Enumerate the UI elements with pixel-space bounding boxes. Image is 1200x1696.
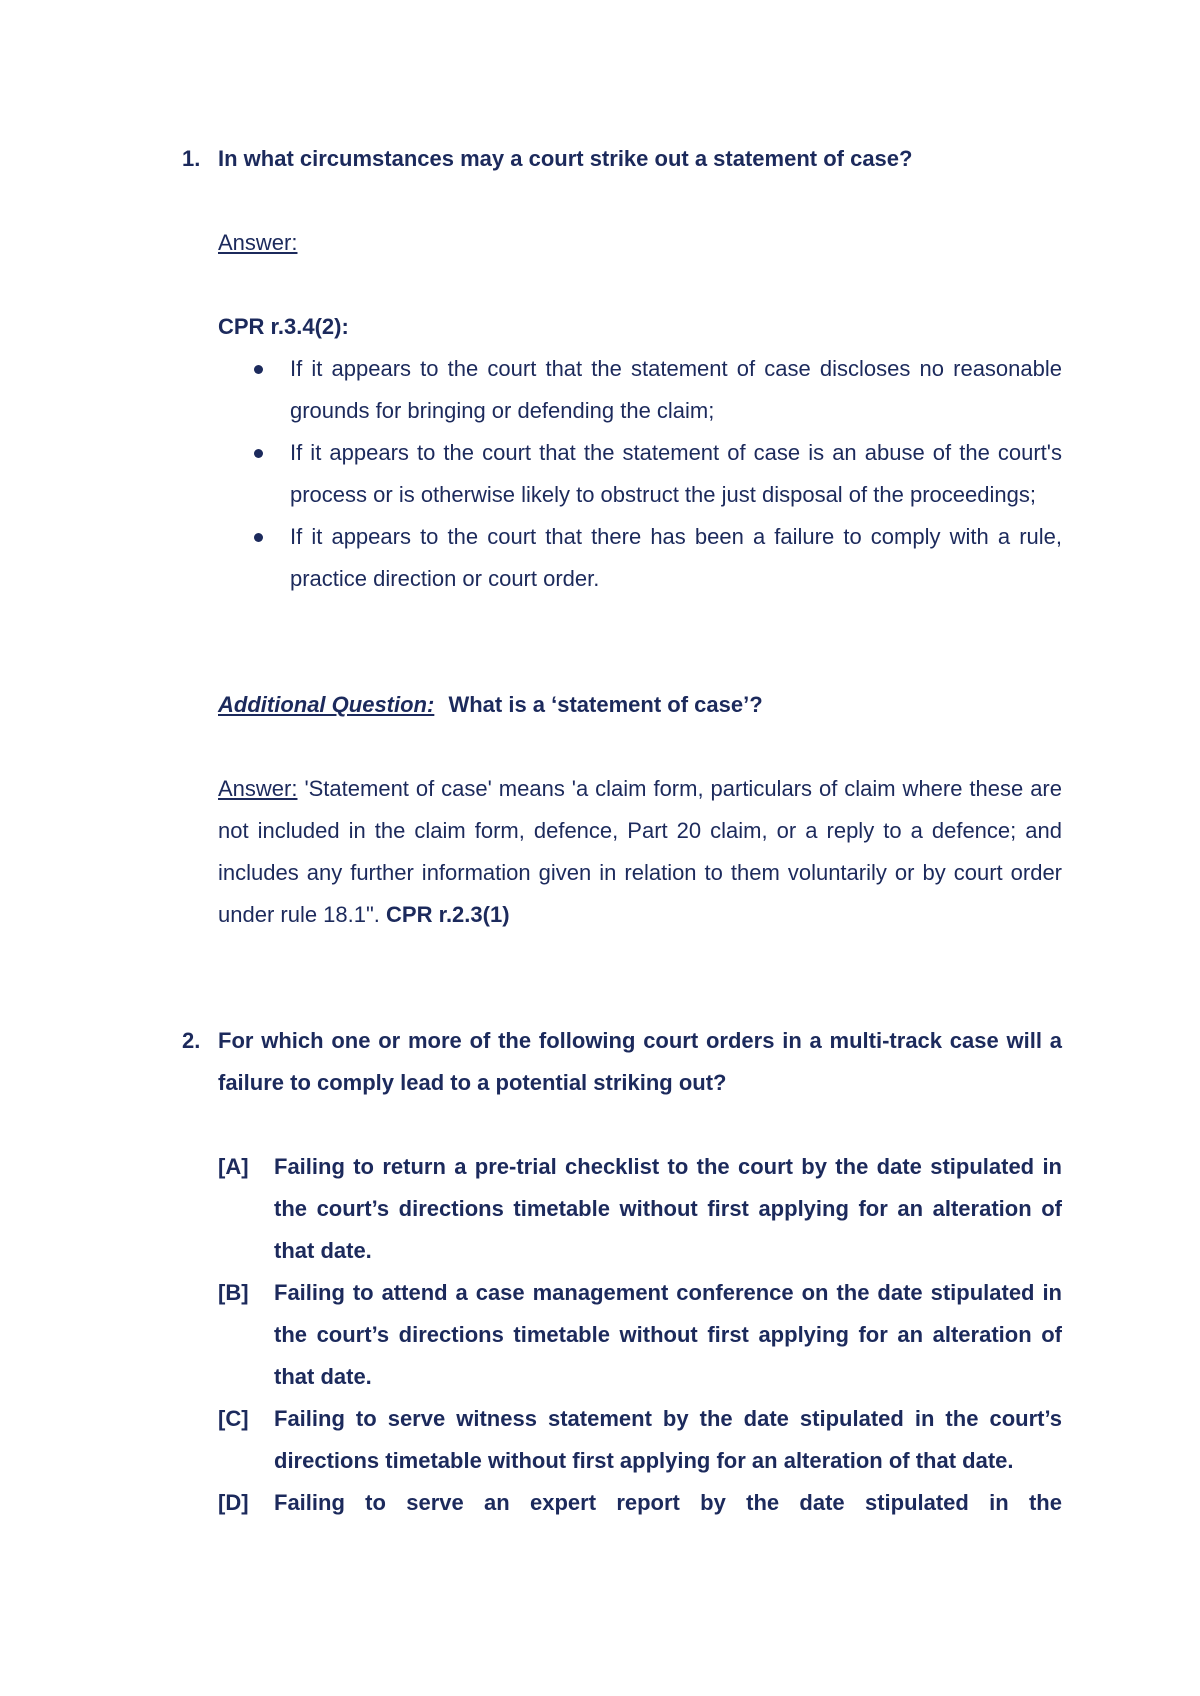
question-1-number: 1. — [182, 146, 201, 171]
bullet-text: If it appears to the court that the statement of case is an abuse of the court's process or is otherwise likely to obstruct the just disposal of the proceedings; — [290, 440, 1062, 507]
option-letter: [C] — [218, 1406, 249, 1431]
additional-question — [218, 684, 1062, 726]
bullet-icon — [254, 449, 263, 458]
bullet-text: If it appears to the court that the statement of case discloses no reasonable grounds for bringing or defending the claim; — [290, 356, 1062, 423]
bullet-icon — [254, 533, 263, 542]
answer-1-label: Answer: — [218, 230, 298, 255]
answer-1-bullet-list — [218, 348, 1062, 600]
option-letter: [B] — [218, 1280, 249, 1305]
additional-question-label: Additional Question: — [218, 692, 435, 717]
option-a — [218, 1146, 1062, 1272]
question-1-text: In what circumstances may a court strike out a statement of case? — [218, 146, 913, 171]
question-2-heading — [182, 1020, 1062, 1104]
option-text: Failing to serve witness statement by the date stipulated in the court’s directions timetable without first applying for an alteration of that date. — [274, 1406, 1062, 1473]
option-text: Failing to return a pre-trial checklist to the court by the date stipulated in the court’s directions timetable without first applying for an alteration of that date. — [274, 1154, 1062, 1263]
additional-question-text: What is a ‘statement of case’? — [448, 692, 763, 717]
option-text: Failing to attend a case management conference on the date stipulated in the court’s directions timetable without first applying for an alteration of that date. — [274, 1280, 1062, 1389]
bullet-text: If it appears to the court that there has been a failure to comply with a rule, practice direction or court order. — [290, 524, 1062, 591]
answer-2-label: Answer: — [218, 776, 298, 801]
bullet-item — [218, 432, 1062, 516]
answer-2-paragraph — [218, 768, 1062, 936]
question-2-number: 2. — [182, 1028, 201, 1053]
answer-2-reference: CPR r.2.3(1) — [386, 902, 510, 927]
bullet-item — [218, 516, 1062, 600]
bullet-item — [218, 348, 1062, 432]
option-letter: [A] — [218, 1154, 249, 1179]
question-2-options — [218, 1146, 1062, 1524]
option-text: Failing to serve an expert report by the date stipulated in the — [274, 1490, 1062, 1515]
option-c — [218, 1398, 1062, 1482]
rule-reference: CPR r.3.4(2): — [218, 314, 349, 339]
bullet-icon — [254, 365, 263, 374]
question-2-text: For which one or more of the following court orders in a multi-track case will a failure to comply lead to a potential striking out? — [218, 1028, 1062, 1095]
option-d — [218, 1482, 1062, 1524]
answer-1-block — [218, 222, 1062, 264]
option-letter: [D] — [218, 1490, 249, 1515]
question-1-heading — [182, 138, 1062, 180]
answer-2-text: 'Statement of case' means 'a claim form, particulars of claim where these are not included in the claim form, defence, Part 20 claim, or a reply to a defence; and includes any further information given in relation to them voluntarily or by court order under rule 18.1". — [218, 776, 1062, 927]
option-b — [218, 1272, 1062, 1398]
